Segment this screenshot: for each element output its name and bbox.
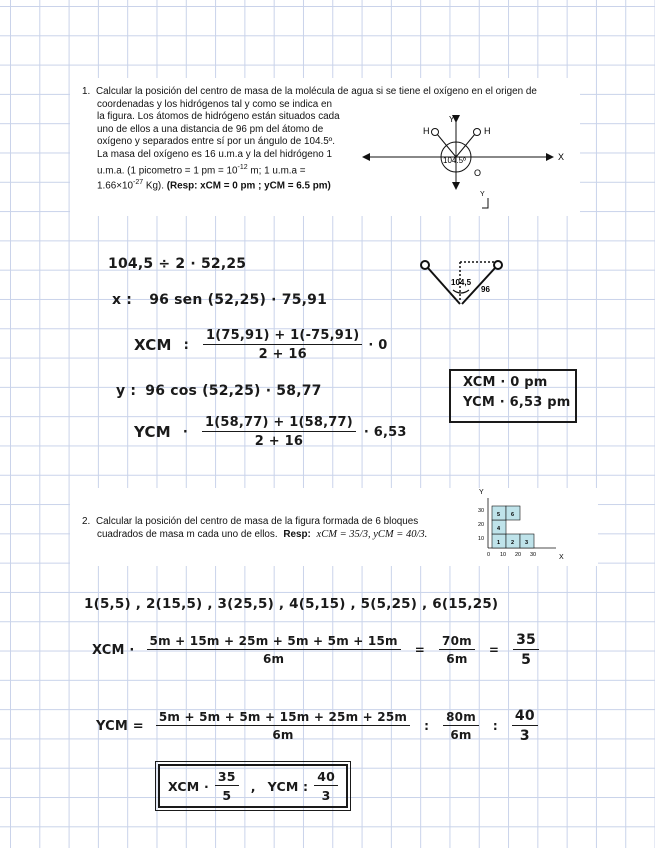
hydrogen-right-atom [474,129,481,136]
xcm2-equation [92,632,539,668]
final-ycm-fraction [314,769,338,803]
xcm-label: XCM [134,336,172,354]
sketch-angle-arc [453,290,469,293]
x-axis-label: X [558,152,565,162]
final-ycm-denominator: 3 [321,788,331,803]
sketch-right-atom [494,261,502,269]
xcm2-fraction [147,634,401,666]
final-separator: , [250,778,256,794]
y-bottom-corner [482,198,488,208]
x-tick-0: 0 [487,552,491,558]
problem-1-number: 1. [82,86,91,97]
block-4-label: 4 [497,526,501,532]
ycm2-fraction [156,710,410,742]
ycm2-result-numerator: 40 [512,708,538,726]
xcm2-denominator: 6m [263,652,285,666]
problem-1-line4: uno de ellos a una distancia de 96 pm del átomo de [97,123,324,135]
xcm2-numerator: 5m + 15m + 25m + 5m + 5m + 15m [147,634,401,650]
ycm2-numerator: 5m + 5m + 5m + 15m + 25m + 25m [156,710,410,726]
sketch-length-label: 96 [481,285,490,294]
x-component-eq [112,292,327,308]
block-2-label: 2 [511,540,515,546]
result-box-1 [449,369,577,423]
y-tick-20: 20 [478,522,485,528]
final-xcm-fraction [215,769,239,803]
xcm2-mid-denominator: 6m [446,652,468,666]
ycm2-denominator: 6m [272,728,294,742]
y-eq: 96 cos (52,25) · 58,77 [145,383,322,399]
xcm2-result-denominator: 5 [521,652,532,668]
ycm-label: YCM [134,423,171,441]
h-right-label: H [484,126,491,136]
final-ycm-label: YCM : [267,778,309,794]
ycm2-result-fraction [512,708,538,744]
xcm-numerator: 1(75,91) + 1(-75,91) [203,328,362,345]
problem-1-line2: coordenadas y los hidrógenos tal y como se indica en [97,98,332,110]
problem-2-line2: cuadrados de masa m cada uno de ellos. [97,528,278,540]
o-label: O [474,168,482,178]
ycm2-label: YCM = [96,718,144,734]
problem-2-line1: Calcular la posición del centro de masa de la figura formada de 6 bloques [96,516,419,527]
y-axis-label: Y [449,115,455,124]
y-component-eq [116,383,322,399]
y-tick-30: 30 [478,508,485,514]
y-tick-10: 10 [478,536,485,542]
x-tick-10: 10 [500,552,507,558]
half-angle-eq: 104,5 ÷ 2 · 52,25 [108,256,247,272]
xcm2-eq2: = [488,643,500,657]
problem-2-text [82,516,427,541]
xcm-result: · 0 [368,337,388,353]
ycm2-equation [96,708,538,744]
problem-2-resp-value: xCM = 35/3, yCM = 40/3. [316,528,428,540]
ycm-denominator: 2 + 16 [254,434,304,449]
xcm-equation: XCM : $\frac{1(75,91) + 1(-75,91)}{2 + 16}$ · 0 [134,328,388,362]
problem-1-line5: oxígeno y separados entre sí por un ángulo de 104.5º. [97,136,336,148]
xcm2-eq1: = [414,643,426,657]
y-bottom-label: Y [480,191,485,198]
block-6-label: 6 [511,512,515,518]
final-xcm-numerator: 35 [215,769,239,786]
xcm2-mid-fraction [439,634,475,666]
ycm-result: · 6,53 [363,424,407,440]
problem-1-line1: Calcular la posición del centro de masa de la molécula de agua si se tiene el oxígeno en el origen de [96,86,537,97]
x-tick-20: 20 [515,552,522,558]
xcm-denominator: 2 + 16 [258,347,307,362]
water-molecule-figure [355,110,575,215]
block-1-label: 1 [497,540,501,546]
ycm2-eq1: : [424,719,430,733]
molecule-sketch [415,252,510,312]
final-xcm-label: XCM · [167,778,209,794]
y-axis-down-arrow [452,182,460,190]
block-5-label: 5 [497,512,501,518]
problem-1-line6: La masa del oxígeno es 16 u.m.a y la del hidrógeno 1 [97,148,332,160]
ycm2-mid-fraction [443,710,479,742]
block-3-label: 3 [525,540,529,546]
x-eq: 96 sen (52,25) · 75,91 [149,292,328,308]
xcm2-result-numerator: 35 [513,632,539,650]
xcm2-mid-numerator: 70m [439,634,475,650]
result-box-2 [158,764,348,808]
blocks-y-axis-label: Y [479,489,484,496]
sketch-left-atom [421,261,429,269]
xcm-fraction [203,328,362,362]
ycm-equation: YCM · $\frac{1(58,77) + 1(58,77)}{2 + 16}$ · 6,53 [134,415,407,449]
blocks-figure [474,486,574,562]
problem-1-answer: (Resp: xCM = 0 pm ; yCM = 6.5 pm) [166,180,331,192]
bond-left [437,134,456,157]
xcm2-result-fraction [513,632,539,668]
ycm-numerator: 1(58,77) + 1(58,77) [202,415,356,432]
ycm2-result-denominator: 3 [519,728,530,744]
ycm2-mid-numerator: 80m [443,710,479,726]
h-left-label: H [423,126,430,136]
blocks-x-axis-label: X [559,554,564,561]
block-centers: 1(5,5) , 2(15,5) , 3(25,5) , 4(5,15) , 5(5,25) , 6(15,25) [84,596,499,612]
x-label: x : [112,292,133,308]
x-tick-30: 30 [530,552,537,558]
box-ycm: YCM · 6,53 pm [463,395,571,410]
problem-2-resp-label: Resp: [283,528,311,540]
final-xcm-denominator: 5 [222,788,232,803]
sketch-angle-label: 104,5 [451,278,472,287]
problem-2-number: 2. [82,516,91,527]
hydrogen-left-atom [432,129,439,136]
angle-label: 104.5º [443,156,466,165]
ycm2-mid-denominator: 6m [450,728,472,742]
y-label: y : [116,383,137,399]
xcm2-label: XCM · [92,642,135,658]
problem-1-line7: u.m.a. (1 picometro = 1 pm = $10^{-12}$ m; 1 u.m.a = [97,163,306,176]
problem-1-line3: la figura. Los átomos de hidrógeno están situados cada [97,111,340,123]
bond-right [456,134,475,157]
problem-1-line8: $1.66\times 10^{-27}$ Kg). (Resp: xCM = 0 pm ; yCM = 6.5 pm) [97,179,331,192]
ycm-fraction [202,415,356,449]
box-xcm: XCM · 0 pm [463,375,548,390]
final-ycm-numerator: 40 [314,769,338,786]
ycm2-eq2: : [492,719,498,733]
